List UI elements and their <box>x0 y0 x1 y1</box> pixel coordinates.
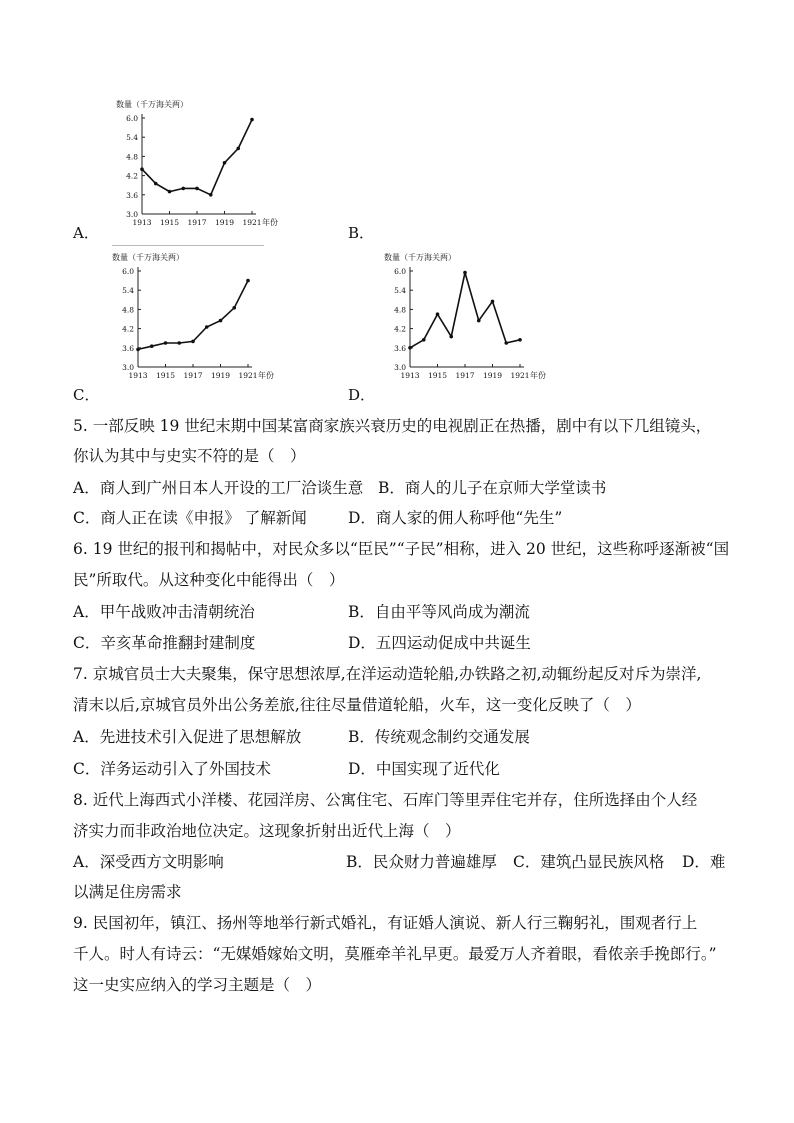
chart-c-xtick-label: 1919 <box>210 371 231 380</box>
chart-d-svg <box>380 249 560 389</box>
q8-option-d-continued: 以满足住房需求 <box>73 883 182 901</box>
chart-c-ytick-label: 4.2 <box>122 324 134 334</box>
chart-a-data-point <box>223 161 227 165</box>
chart-c-data-point <box>136 348 140 352</box>
chart-a-data-point <box>154 182 158 186</box>
q6-stem-line2: 民”所取代。从这种变化中能得出（ ） <box>73 571 345 589</box>
chart-d-data-point <box>477 319 481 323</box>
chart-a-xtick-label: 1915 <box>159 218 180 227</box>
chart-c-ytick-label: 4.8 <box>122 305 134 315</box>
chart-d-ylabel: 数量（千万海关两） <box>384 253 456 262</box>
q7-option-a: A．先进技术引入促进了思想解放 <box>73 728 302 746</box>
chart-c-ytick-label: 5.4 <box>122 286 134 296</box>
q9-stem-line2: 千人。时人有诗云：“无媒婚嫁始文明，莫雁牵羊礼早更。最爱万人齐着眼，看侬亲手挽郎行。” <box>73 945 717 963</box>
chart-a-ytick-label: 5.4 <box>126 133 138 143</box>
chart-d-data-point <box>491 300 495 304</box>
chart-c-ylabel: 数量（千万海关两） <box>112 253 184 262</box>
q5-option-c: C．商人正在读《申报》 了解新闻 <box>73 509 307 527</box>
chart-a-ylabel: 数量（千万海关两） <box>116 100 188 109</box>
chart-d-data-point <box>422 338 426 342</box>
chart-d-data-point <box>463 271 467 275</box>
chart-a-xtick-label: 1919 <box>214 218 235 227</box>
chart-c-svg <box>108 249 288 389</box>
q6-option-c: C．辛亥革命推翻封建制度 <box>73 634 256 652</box>
chart-a-data-point <box>209 193 213 197</box>
chart-a-data-point <box>236 147 240 151</box>
chart-c-ytick-label: 3.6 <box>122 343 134 353</box>
chart-a-svg <box>112 96 292 236</box>
chart-d-xtick-label: 1917 <box>455 371 475 380</box>
chart-a-xlabel: 年份 <box>262 218 278 227</box>
q8-option-b: B．民众财力普遍雄厚 <box>346 853 497 871</box>
q8-option-d: D．难 <box>682 853 726 871</box>
q8-stem-line1: 8. 近代上海西式小洋楼、花园洋房、公寓住宅、石库门等里弄住宅并存，住所选择由个人经 <box>73 791 698 809</box>
chart-d <box>380 249 560 393</box>
q7-stem-line1: 7. 京城官员士大夫聚集，保守思想浓厚,在洋运动造轮船,办铁路之初,动辄纷起反对斥为崇洋, <box>73 665 702 683</box>
chart-d-ytick-label: 4.8 <box>394 305 406 315</box>
q6-option-d: D．五四运动促成中共诞生 <box>348 634 531 652</box>
chart-d-xtick-label: 1915 <box>427 371 448 380</box>
q6-option-b: B．自由平等风尚成为潮流 <box>348 603 530 621</box>
chart-d-data-point <box>436 312 440 316</box>
chart-c-data-point <box>232 306 236 310</box>
chart-c-data-point <box>164 341 168 345</box>
chart-d-xlabel: 年份 <box>530 371 546 380</box>
chart-d-xtick-label: 1913 <box>400 371 420 380</box>
q6-option-a: A．甲午战败冲击清朝统治 <box>73 603 255 621</box>
chart-d-xtick-label: 1921 <box>510 371 530 380</box>
divider-line <box>112 245 264 246</box>
q8-stem-line2: 济实力而非政治地位决定。这现象折射出近代上海（ ） <box>73 822 461 840</box>
q5-option-b: B．商人的儿子在京师大学堂读书 <box>378 479 607 497</box>
chart-d-data-point <box>408 346 412 350</box>
chart-c-xtick-label: 1915 <box>155 371 176 380</box>
chart-c-series-line <box>138 281 248 350</box>
chart-a-series-line <box>142 120 252 195</box>
chart-c-xtick-label: 1921 <box>238 371 258 380</box>
option-a-letter: A． <box>73 224 99 242</box>
chart-d-ytick-label: 3.6 <box>394 343 406 353</box>
q6-stem-line1: 6. 19 世纪的报刊和揭帖中，对民众多以“臣民”“子民”相称，进入 20 世纪，这些称呼逐渐被“国 <box>73 540 730 558</box>
chart-c-data-point <box>177 341 181 345</box>
chart-d-ytick-label: 6.0 <box>394 267 406 276</box>
chart-d-series-line <box>410 273 520 348</box>
chart-c-xtick-label: 1913 <box>128 371 148 380</box>
chart-c-data-point <box>191 340 195 344</box>
chart-a-xtick-label: 1921 <box>242 218 262 227</box>
chart-a-data-point <box>250 118 254 122</box>
q8-option-c: C．建筑凸显民族风格 <box>513 853 665 871</box>
chart-a-ytick-label: 3.6 <box>126 190 138 200</box>
q5-stem-line1: 5. 一部反映 19 世纪末期中国某富商家族兴衰历史的电视剧正在热播，剧中有以下几组镜头， <box>73 417 712 435</box>
chart-c-ytick-label: 6.0 <box>122 267 134 276</box>
chart-a-data-point <box>140 167 144 171</box>
chart-a-data-point <box>195 187 199 191</box>
chart-c-data-point <box>205 325 209 329</box>
chart-a <box>112 96 292 240</box>
chart-c-xtick-label: 1917 <box>183 371 203 380</box>
q7-option-c: C．洋务运动引入了外国技术 <box>73 760 271 778</box>
q7-stem-line2: 清末以后,京城官员外出公务差旅,往往尽量借道轮船，火车，这一变化反映了（ ） <box>73 696 641 714</box>
q5-stem-line2: 你认为其中与史实不符的是（ ） <box>73 447 306 465</box>
chart-a-ytick-label: 3.0 <box>126 210 138 219</box>
chart-d-xtick-label: 1919 <box>482 371 503 380</box>
chart-a-data-point <box>168 190 172 194</box>
chart-a-xtick-label: 1913 <box>132 218 152 227</box>
q9-stem-line1: 9. 民国初年，镇江、扬州等地举行新式婚礼，有证婚人演说、新人行三鞠躬礼，围观者行上 <box>73 914 698 932</box>
chart-c-xlabel: 年份 <box>258 371 274 380</box>
chart-a-data-point <box>181 187 185 191</box>
q5-option-a: A．商人到广州日本人开设的工厂洽谈生意 <box>73 479 364 497</box>
option-b-letter: B． <box>348 224 375 242</box>
chart-c-data-point <box>246 279 250 283</box>
q8-option-a: A．深受西方文明影响 <box>73 853 224 871</box>
chart-d-ytick-label: 3.0 <box>394 363 406 372</box>
q7-option-d: D．中国实现了近代化 <box>348 760 500 778</box>
chart-a-ytick-label: 4.2 <box>126 171 138 181</box>
chart-d-data-point <box>518 338 522 342</box>
chart-d-ytick-label: 5.4 <box>394 286 406 296</box>
chart-c-data-point <box>219 319 223 323</box>
chart-a-xtick-label: 1917 <box>187 218 207 227</box>
chart-c-data-point <box>150 344 154 348</box>
chart-d-data-point <box>504 341 508 345</box>
q7-option-b: B．传统观念制约交通发展 <box>348 728 530 746</box>
chart-a-ytick-label: 4.8 <box>126 152 138 162</box>
chart-d-data-point <box>449 335 453 339</box>
q9-stem-line3: 这一史实应纳入的学习主题是（ ） <box>73 976 322 994</box>
chart-c <box>108 249 288 393</box>
chart-c-ytick-label: 3.0 <box>122 363 134 372</box>
option-d-letter: D． <box>348 386 376 404</box>
chart-a-ytick-label: 6.0 <box>126 114 138 123</box>
chart-d-ytick-label: 4.2 <box>394 324 406 334</box>
q5-option-d: D．商人家的佣人称呼他“先生” <box>348 509 563 527</box>
option-c-letter: C． <box>73 386 100 404</box>
